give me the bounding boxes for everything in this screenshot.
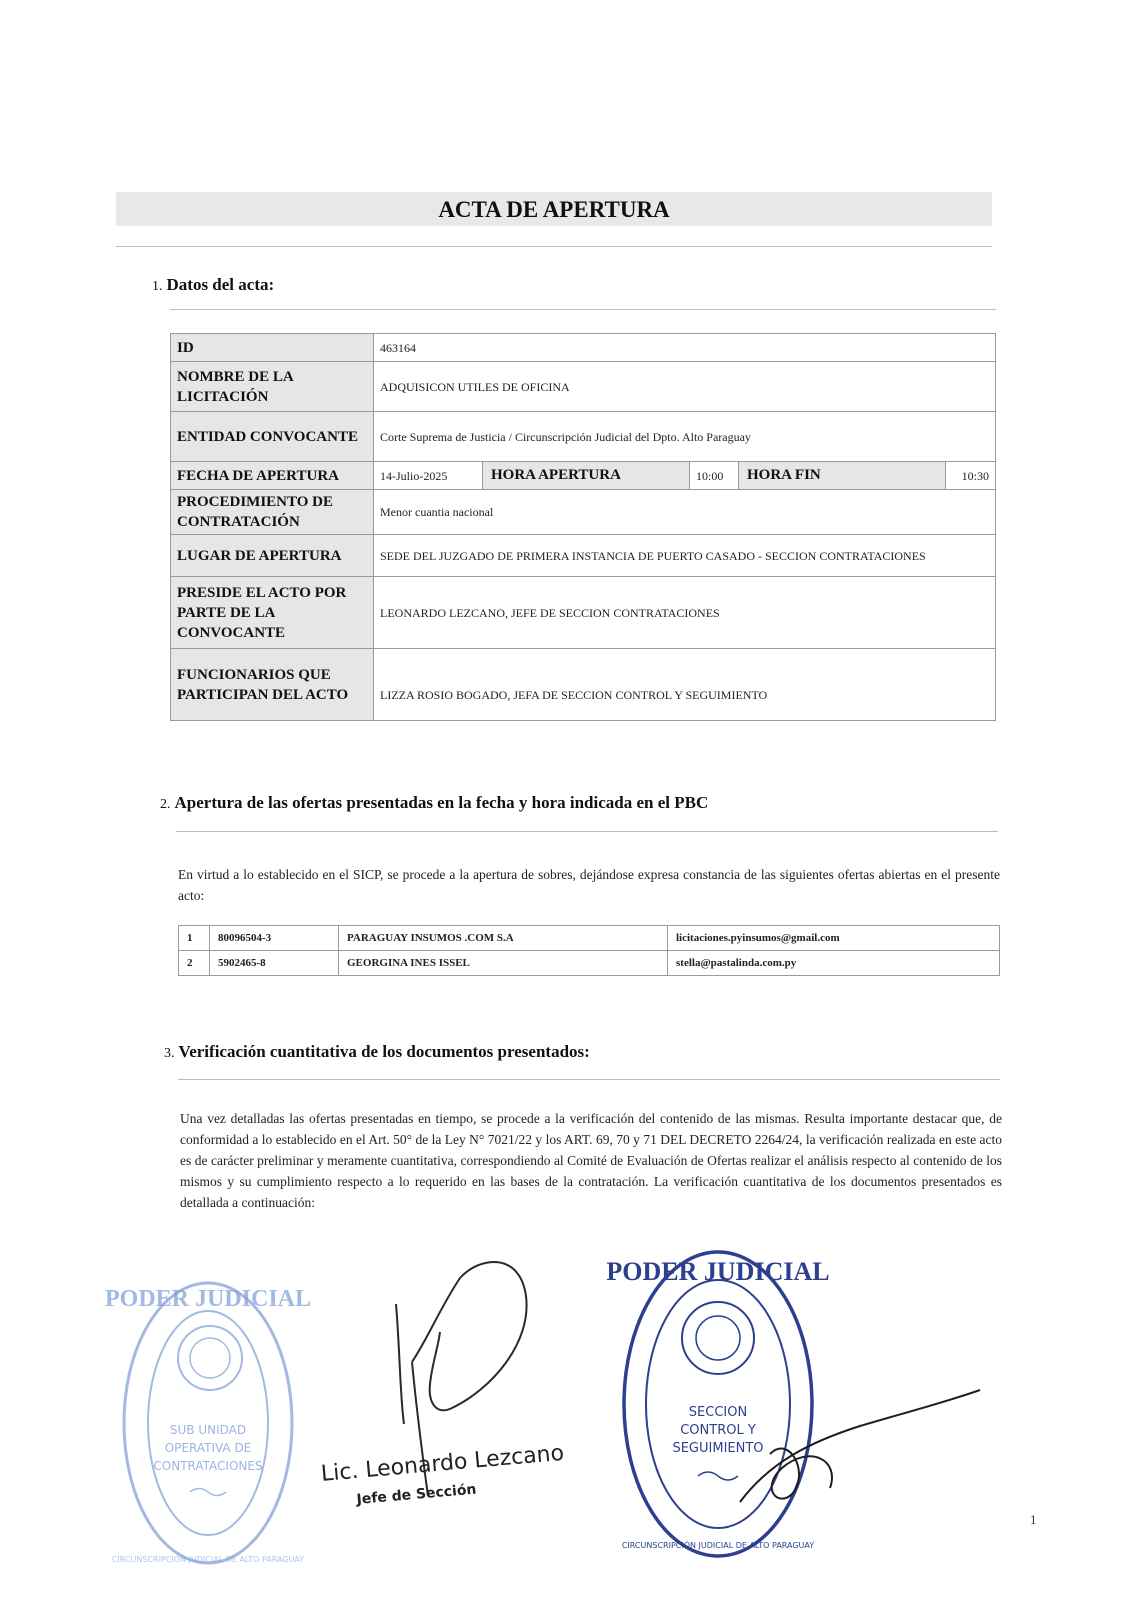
value-procedimiento: Menor cuantia nacional — [374, 490, 996, 535]
label-id: ID — [171, 334, 374, 362]
left-stamp-line-2: OPERATIVA DE — [164, 1441, 252, 1455]
divider — [178, 1079, 1000, 1080]
section-1-number: 1. — [152, 279, 163, 294]
value-lugar: SEDE DEL JUZGADO DE PRIMERA INSTANCIA DE PUERTO CASADO - SECCION CONTRATACIONES — [374, 535, 996, 577]
value-nombre: ADQUISICON UTILES DE OFICINA — [374, 362, 996, 412]
section-3-heading — [164, 1042, 590, 1062]
section-2-number: 2. — [160, 797, 171, 812]
label-nombre: NOMBRE DE LA LICITACIÓN — [171, 362, 374, 412]
signer-role: Jefe de Sección — [356, 1481, 478, 1508]
offer-ruc: 5902465-8 — [210, 951, 339, 976]
offer-name: GEORGINA INES ISSEL — [339, 951, 668, 976]
right-stamp-line-3: SEGUIMIENTO — [672, 1441, 764, 1456]
value-id: 463164 — [374, 334, 996, 362]
value-entidad: Corte Suprema de Justicia / Circunscripción Judicial del Dpto. Alto Paraguay — [374, 412, 996, 462]
second-signature — [730, 1384, 990, 1514]
divider — [176, 831, 998, 832]
row-lugar — [171, 535, 996, 577]
offers-table — [178, 925, 1000, 976]
label-preside: PRESIDE EL ACTO POR PARTE DE LA CONVOCANTE — [171, 577, 374, 649]
section-2-intro: En virtud a lo establecido en el SICP, se procede a la apertura de sobres, dejándose expresa constancia de las siguientes ofertas abiertas en el presente acto: — [178, 867, 1000, 903]
divider — [170, 309, 996, 310]
offer-number: 2 — [179, 951, 210, 976]
left-stamp-ring-text: PODER JUDICIAL — [104, 1286, 312, 1312]
left-stamp-line-1: SUB UNIDAD — [169, 1423, 247, 1437]
section-2-heading — [160, 793, 708, 813]
datos-acta-table — [170, 333, 996, 721]
row-funcionarios — [171, 649, 996, 721]
label-lugar: LUGAR DE APERTURA — [171, 535, 374, 577]
offer-number: 1 — [179, 926, 210, 951]
value-hora-fin: 10:30 — [946, 462, 996, 490]
label-entidad: ENTIDAD CONVOCANTE — [171, 412, 374, 462]
section-1-title: Datos del acta: — [166, 275, 275, 294]
left-stamp-lower-text: CIRCUNSCRIPCIÓN JUDICIAL DE ALTO PARAGUAY — [111, 1555, 305, 1564]
signer-name: Lic. Leonardo Lezcano — [320, 1440, 566, 1487]
value-hora-apertura: 10:00 — [690, 462, 739, 490]
left-official-stamp — [104, 1276, 312, 1570]
offer-ruc: 80096504-3 — [210, 926, 339, 951]
row-nombre — [171, 362, 996, 412]
value-fecha: 14-Julio-2025 — [374, 462, 483, 490]
row-id — [171, 334, 996, 362]
section-2-title: Apertura de las ofertas presentadas en la fecha y hora indicada en el PBC — [174, 793, 709, 812]
right-stamp-line-1: SECCION — [688, 1405, 748, 1420]
offer-name: PARAGUAY INSUMOS .COM S.A — [339, 926, 668, 951]
label-hora-fin: HORA FIN — [739, 462, 946, 490]
section-3-title: Verificación cuantitativa de los documentos presentados: — [178, 1042, 590, 1061]
right-stamp-line-2: CONTROL Y — [680, 1423, 756, 1438]
value-funcionarios: LIZZA ROSIO BOGADO, JEFA DE SECCION CONTROL Y SEGUIMIENTO — [374, 649, 996, 721]
label-funcionarios: FUNCIONARIOS QUE PARTICIPAN DEL ACTO — [171, 649, 374, 721]
row-entidad — [171, 412, 996, 462]
row-fecha — [171, 462, 996, 490]
offer-email: stella@pastalinda.com.py — [668, 951, 1000, 976]
right-stamp-ring-text: PODER JUDICIAL — [606, 1257, 830, 1286]
row-procedimiento — [171, 490, 996, 535]
offer-email: licitaciones.pyinsumos@gmail.com — [668, 926, 1000, 951]
section-3-number: 3. — [164, 1046, 175, 1061]
section-3-paragraph: Una vez detalladas las ofertas presentadas en tiempo, se procede a la verificación del contenido de las mismas. Resulta importante destacar que, de conformidad a lo establecido en el Art. 50° de la Ley N° 7021/22 y los ART. 69, 70 y 71 DEL DECRETO 2264/24, la verificación realizada en este acto es de carácter preliminar y meramente cuantitativa, correspondiendo al Comité de Evaluación de Ofertas realizar el análisis respecto al contenido de los mismos y su cumplimiento respecto a lo requerido en las bases de la contratación. La verificación cuantitativa de los documentos presentados es detallada a continuación: — [180, 1111, 1002, 1210]
right-stamp-lower-text: CIRCUNSCRIPCIÓN JUDICIAL DE ALTO PARAGUAY — [621, 1541, 815, 1550]
divider — [116, 246, 992, 247]
label-hora-apertura: HORA APERTURA — [483, 462, 690, 490]
left-stamp-line-3: CONTRATACIONES — [153, 1459, 263, 1473]
offer-row — [179, 951, 1000, 976]
section-1-heading — [152, 275, 274, 295]
label-fecha: FECHA DE APERTURA — [171, 462, 374, 490]
document-title: ACTA DE APERTURA — [116, 192, 992, 226]
row-preside — [171, 577, 996, 649]
offer-row — [179, 926, 1000, 951]
page-number: 1 — [1030, 1512, 1037, 1527]
label-procedimiento: PROCEDIMIENTO DE CONTRATACIÓN — [171, 490, 374, 535]
value-preside: LEONARDO LEZCANO, JEFE DE SECCION CONTRATACIONES — [374, 577, 996, 649]
